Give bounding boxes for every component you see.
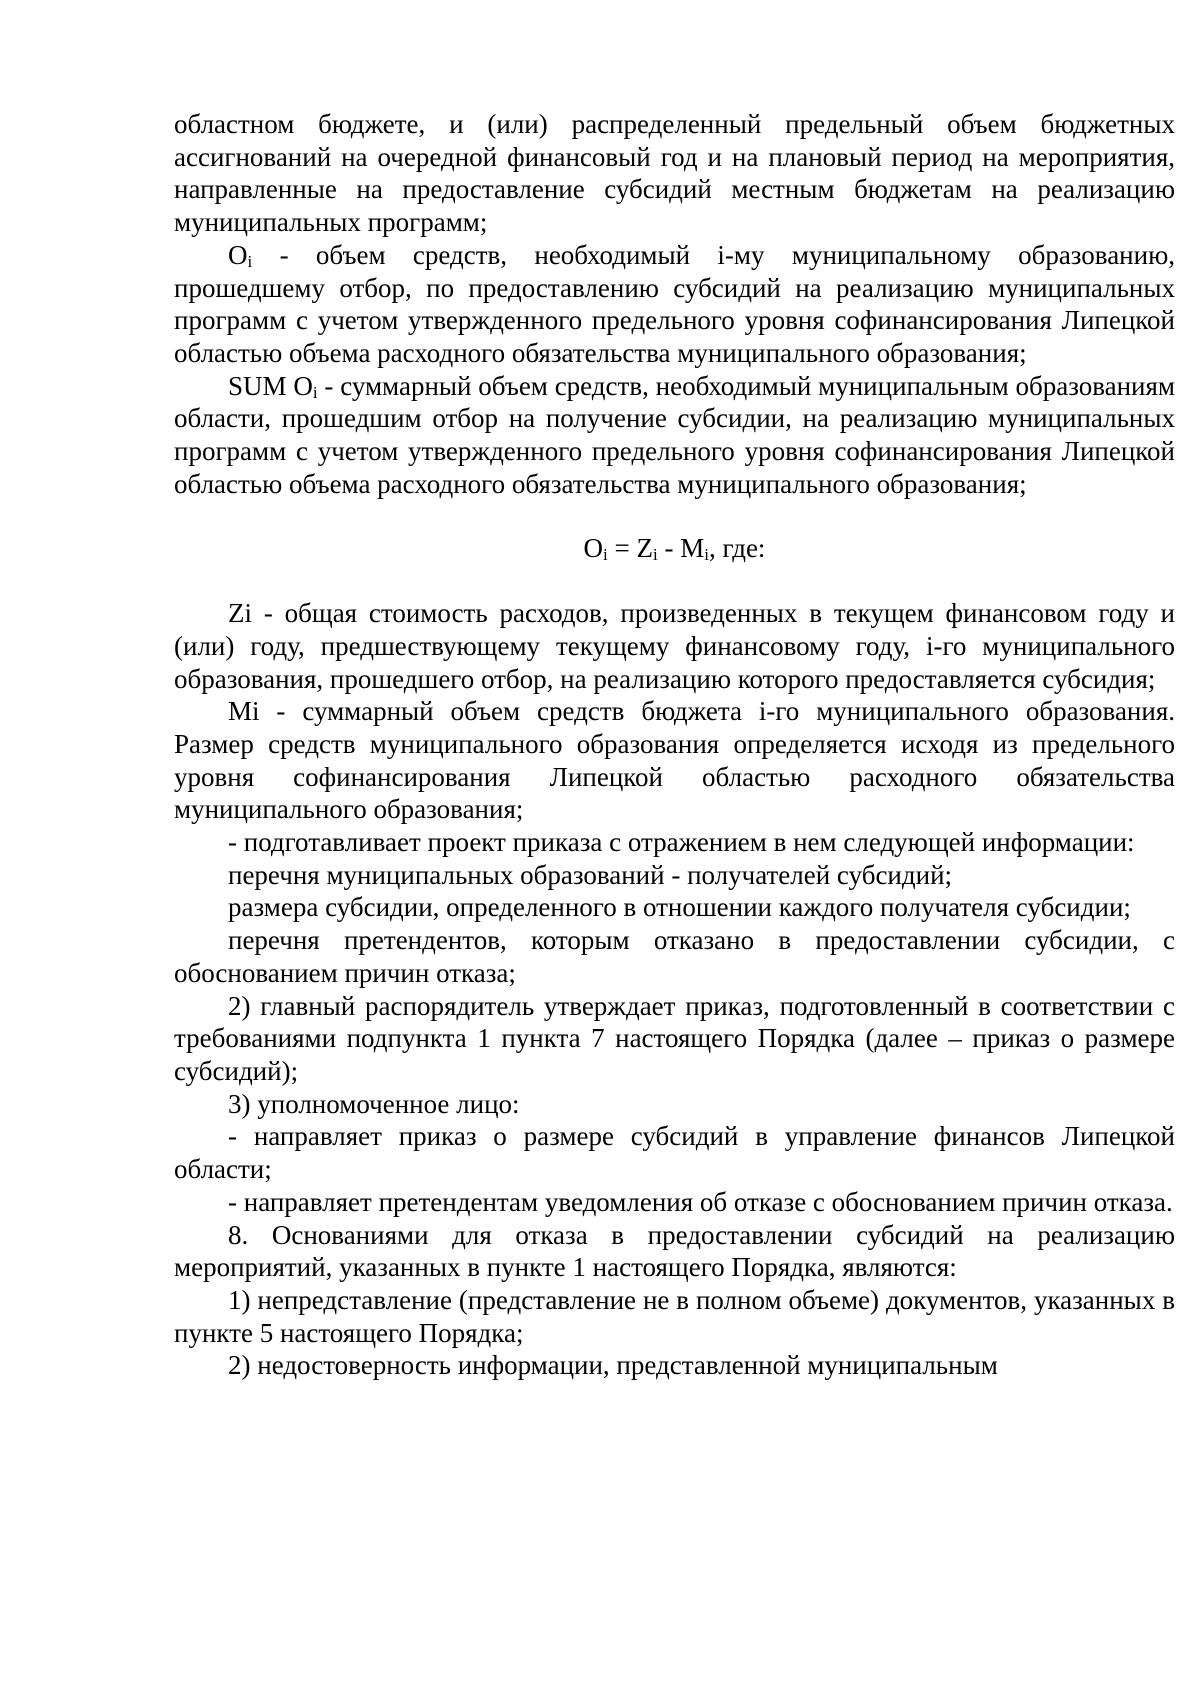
oi-symbol: O bbox=[228, 239, 248, 270]
paragraph-mi: Mi - суммарный объем средств бюджета i-го муниципального образования. Размер средств муниципального образования определяется исходя из предельного уровня софинансирования Липецкой областью расходного обязательства муниципального образования; bbox=[174, 696, 1175, 825]
formula-o: O bbox=[583, 533, 604, 564]
formula-minus-m: - M bbox=[657, 533, 705, 564]
formula bbox=[174, 532, 1175, 565]
paragraph-subsidy-size: размера субсидии, определенного в отношении каждого получателя субсидии; bbox=[228, 892, 1131, 923]
formula-z-sub: i bbox=[653, 545, 658, 565]
paragraph-refusal-2: 2) недостоверность информации, представленной муниципальным bbox=[228, 1350, 998, 1381]
paragraph-sum-definition bbox=[174, 370, 1175, 501]
oi-subscript: i bbox=[247, 251, 253, 271]
paragraph-prepares-order: - подготавливает проект приказа с отражением в нем следующей информации: bbox=[228, 827, 1135, 858]
paragraph-item-2: 2) главный распорядитель утверждает приказ, подготовленный в соответствии с требованиями подпункта 1 пункта 7 настоящего Порядка (далее – приказ о размере субсидий); bbox=[174, 990, 1175, 1086]
paragraph-sends-notices: - направляет претендентам уведомления об отказе с обоснованием причин отказа. bbox=[228, 1186, 1173, 1217]
formula-m-sub: i bbox=[704, 545, 709, 565]
document-page bbox=[174, 108, 1175, 1382]
paragraph-list-recipients: перечня муниципальных образований - получателей субсидий; bbox=[228, 859, 953, 890]
paragraph-intro: областном бюджете, и (или) распределенный предельный объем бюджетных ассигнований на очередной финансовый год и на плановый период на мероприятия, направленные на предоставление субсидий местным бюджетам на реализацию муниципальных программ; bbox=[174, 109, 1175, 238]
paragraph-refusal-1: 1) непредставление (представление не в полном объеме) документов, указанных в пункте 5 настоящего Порядка; bbox=[174, 1284, 1175, 1348]
paragraph-item-3: 3) уполномоченное лицо: bbox=[228, 1088, 520, 1119]
paragraph-rejected-list: перечня претендентов, которым отказано в предоставлении субсидии, с обоснованием причин отказа; bbox=[174, 925, 1175, 988]
paragraph-oi-definition bbox=[174, 239, 1175, 370]
paragraph-sends-order: - направляет приказ о размере субсидий в управление финансов Липецкой области; bbox=[174, 1121, 1175, 1185]
sum-subscript: i bbox=[312, 382, 318, 402]
sum-symbol: SUM O bbox=[228, 370, 313, 401]
formula-eq-z: = Z bbox=[607, 533, 654, 564]
sum-definition-text: - суммарный объем средств, необходимый муниципальным образованиям области, прошедшим отбор на получение субсидии, на реализацию муниципальных программ с учетом утвержденного предельного уровня софинансирования Липецкой областью объема расходного обязательства муниципального образования; bbox=[174, 370, 1175, 499]
oi-definition-text: - объем средств, необходимый i-му муниципальному образованию, прошедшему отбор, по предоставлению субсидий на реализацию муниципальных программ с учетом утвержденного предельного уровня софинансирования Липецкой областью объема расходного обязательства муниципального образования; bbox=[174, 239, 1175, 368]
formula-tail: , где: bbox=[708, 533, 766, 564]
paragraph-item-8: 8. Основаниями для отказа в предоставлении субсидий на реализацию мероприятий, указанных в пункте 1 настоящего Порядка, являются: bbox=[174, 1219, 1175, 1283]
formula-o-sub: i bbox=[603, 545, 608, 565]
paragraph-zi: Zi - общая стоимость расходов, произведенных в текущем финансовом году и (или) году, предшествующему текущему финансовому году, i-го муниципального образования, прошедшего отбор, на реализацию которого предоставляется субсидия; bbox=[174, 598, 1175, 694]
